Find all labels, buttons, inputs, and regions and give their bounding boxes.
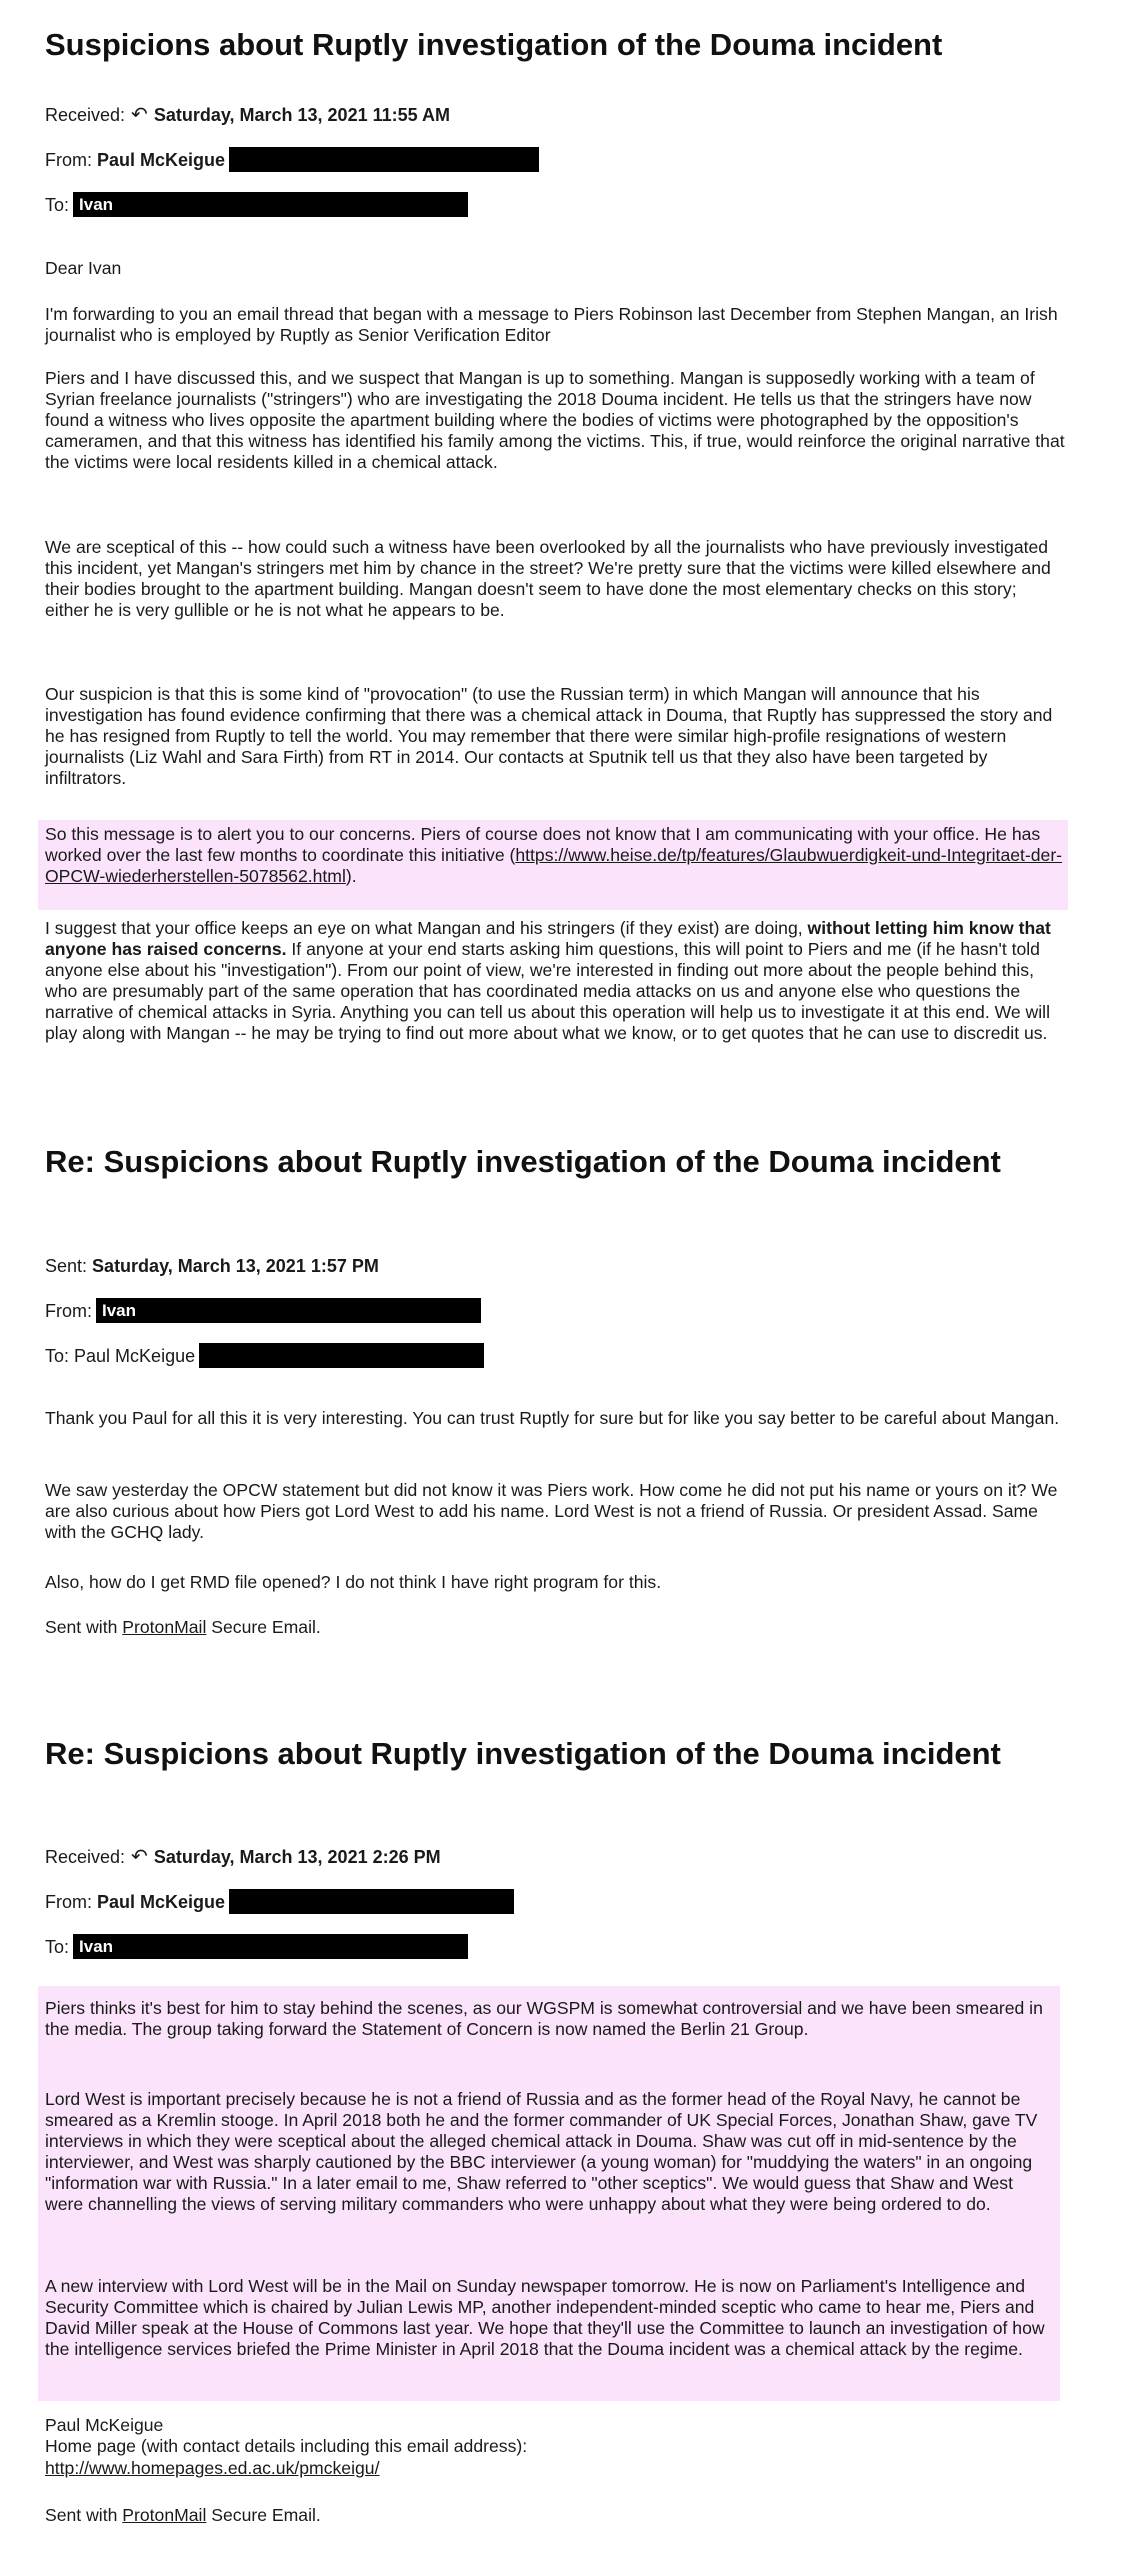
email3-paragraph-2: Lord West is important precisely because he is not a friend of Russia and as the former head of the Royal Navy, he cannot be smeared as a Kremlin stooge. In April 2018 both he and the former commander of UK Special Forces, Jonathan Shaw, gave TV interviews in which they were sceptical about the alleged chemical attack in Douma. Shaw was cut off in mid-sentence by the interviewer, and West was sharply cautioned by the BBC interviewer (a young woman) for "muddying the waters" in an ongoing "information war with Russia." In a later email to me, Shaw referred to "other sceptics". We would guess that Shaw and West were channelling the views of serving military commanders who were unhappy about what they were being ordered to do.	[45, 2089, 1038, 2214]
received-date: Saturday, March 13, 2021 2:26 PM	[153, 1847, 441, 1867]
email2-sent-row	[45, 1255, 379, 1277]
received-label: Received:	[45, 1847, 126, 1867]
email1-paragraph-1: I'm forwarding to you an email thread that began with a message to Piers Robinson last December from Stephen Mangan, an Irish journalist who is employed by Ruptly as Senior Verification Editor	[45, 304, 1058, 345]
email1-received-row	[45, 104, 450, 126]
signature-name: Paul McKeigue	[45, 2415, 164, 2435]
from-name: Paul McKeigue	[97, 149, 226, 170]
reply-arrow-icon: ↶	[131, 1846, 148, 1868]
sent-label: Sent:	[45, 1256, 88, 1276]
email2-signature	[45, 1617, 1065, 1638]
email1-paragraph-2: Piers and I have discussed this, and we suspect that Mangan is up to something. Mangan is supposedly working with a team of Syrian freelance journalists ("stringers") who are investigating the 2018 Douma incident. He tells us that the stringers have now found a witness who lives opposite the apartment building where the bodies of victims were photographed by the opposition's cameramen, and that this witness has identified his family among the victims. This, if true, would reinforce the original narrative that the victims were local residents killed in a chemical attack.	[45, 368, 1065, 472]
from-label: From:	[45, 1891, 92, 1912]
secure-email-text: Secure Email.	[206, 1617, 321, 1637]
email2-to-row	[45, 1343, 484, 1368]
email1-paragraph-5	[45, 824, 1065, 887]
email2-paragraph-2: We saw yesterday the OPCW statement but did not know it was Piers work. How come he did not put his name or yours on it? We are also curious about how Piers got Lord West to add his name. Lord West is not a friend of Russia. Or president Assad. Same with the GCHQ lady.	[45, 1480, 1058, 1542]
email3-to-row	[45, 1934, 468, 1959]
email2-subject: Re: Suspicions about Ruptly investigation of the Douma incident	[45, 1144, 1001, 1179]
to-label: To:	[45, 1345, 70, 1366]
signature-homepage-label: Home page (with contact details including this email address):	[45, 2436, 528, 2456]
sent-with-text: Sent with	[45, 1617, 123, 1637]
protonmail-link[interactable]: ProtonMail	[122, 1617, 207, 1637]
to-label: To:	[45, 1936, 70, 1957]
redaction-bar	[199, 1343, 484, 1368]
email3-paragraph-1: Piers thinks it's best for him to stay behind the scenes, as our WGSPM is somewhat controversial and we have been smeared in the media. The group taking forward the Statement of Concern is now named the Berlin 21 Group.	[45, 1998, 1043, 2039]
homepage-link[interactable]: http://www.homepages.ed.ac.uk/pmckeigu/	[45, 2458, 380, 2478]
alert-text: So this message is to alert you to our concerns. Piers of course does not know that I am communicating with your office. He has worked over the last few months to coordinate this initiative (	[45, 824, 1041, 865]
sent-date: Saturday, March 13, 2021 1:57 PM	[92, 1256, 379, 1276]
redaction-bar	[229, 147, 539, 172]
email2-paragraph-1: Thank you Paul for all this it is very interesting. You can trust Ruptly for sure but for like you say better to be careful about Mangan.	[45, 1408, 1060, 1428]
from-name-redacted: Ivan	[96, 1298, 481, 1323]
sent-with-text: Sent with	[45, 2505, 123, 2525]
email1-paragraph-3: We are sceptical of this -- how could such a witness have been overlooked by all the journalists who have previously investigated this incident, yet Mangan's stringers met him by chance in the street? We're pretty sure that the victims were killed elsewhere and their bodies brought to the apartment building. Mangan doesn't seem to have done the most elementary checks on this story; either he is very gullible or he is not what he appears to be.	[45, 537, 1051, 620]
suggest-text: I suggest that your office keeps an eye on what Mangan and his stringers (if they exist) are doing,	[45, 918, 808, 938]
from-name: Paul McKeigue	[97, 1891, 226, 1912]
signature-homepage	[45, 2458, 379, 2479]
greeting: Dear Ivan	[45, 258, 122, 278]
email1-paragraph-6	[45, 918, 1065, 1044]
email3-signature	[45, 2505, 321, 2526]
email3-paragraph-3: A new interview with Lord West will be in the Mail on Sunday newspaper tomorrow. He is now on Parliament's Intelligence and Security Committee which is chaired by Julian Lewis MP, another independent-minded sceptic who came to hear me, Piers and David Miller speak at the House of Commons last year. We hope that they'll use the Committee to launch an investigation of how the intelligence services briefed the Prime Minister in April 2018 that the Douma incident was a chemical attack by the regime.	[45, 2276, 1045, 2359]
from-label: From:	[45, 1300, 92, 1321]
redaction-bar	[229, 1889, 514, 1914]
email1-paragraph-4: Our suspicion is that this is some kind of "provocation" (to use the Russian term) in which Mangan will announce that his investigation has found evidence confirming that there was a chemical attack in Douma, that Ruptly has suppressed the story and he has resigned from Ruptly to tell the world. You may remember that there were similar high-profile resignations of western journalists (Liz Wahl and Sara Firth) from RT in 2014. Our contacts at Sputnik tell us that they also have been targeted by infiltrators.	[45, 684, 1053, 788]
suggest-bold-text: without letting him know that anyone has raised concerns.	[45, 918, 1051, 959]
email3-from-row	[45, 1889, 514, 1914]
email3-received-row	[45, 1846, 441, 1868]
suggest-text-rest: If anyone at your end starts asking him questions, this will point to Piers and me (if he hasn't told anyone else about his "investigation"). From our point of view, we're interested in finding out more about the people behind this, who are presumably part of the same operation that has coordinated media attacks on us and anyone else who questions the narrative of chemical attacks in Syria. Anything you can tell us about this operation will help us to investigate it at this end. We will play along with Mangan -- he may be trying to find out more about what we know, or to get quotes that he can use to discredit us.	[45, 939, 1050, 1043]
from-label: From:	[45, 149, 92, 170]
email2-paragraph-3: Also, how do I get RMD file opened? I do not think I have right program for this.	[45, 1572, 662, 1592]
email1-subject: Suspicions about Ruptly investigation of the Douma incident	[45, 27, 943, 62]
to-label: To:	[45, 194, 70, 215]
protonmail-link[interactable]: ProtonMail	[122, 2505, 207, 2525]
to-name-redacted: Ivan	[73, 1934, 468, 1959]
email1-to-row	[45, 192, 468, 217]
email3-subject: Re: Suspicions about Ruptly investigation of the Douma incident	[45, 1736, 1001, 1771]
reply-arrow-icon: ↶	[131, 104, 148, 126]
to-name-redacted: Ivan	[73, 192, 468, 217]
received-date: Saturday, March 13, 2021 11:55 AM	[153, 105, 450, 125]
received-label: Received:	[45, 105, 126, 125]
email2-from-row	[45, 1298, 481, 1323]
alert-text-end: ).	[345, 866, 357, 886]
heise-link[interactable]: https://www.heise.de/tp/features/Glaubwuerdigkeit-und-Integritaet-der-OPCW-wiederherstellen-5078562.html	[45, 845, 1063, 886]
secure-email-text: Secure Email.	[206, 2505, 321, 2525]
email1-from-row	[45, 147, 539, 172]
to-name: Paul McKeigue	[74, 1345, 196, 1366]
